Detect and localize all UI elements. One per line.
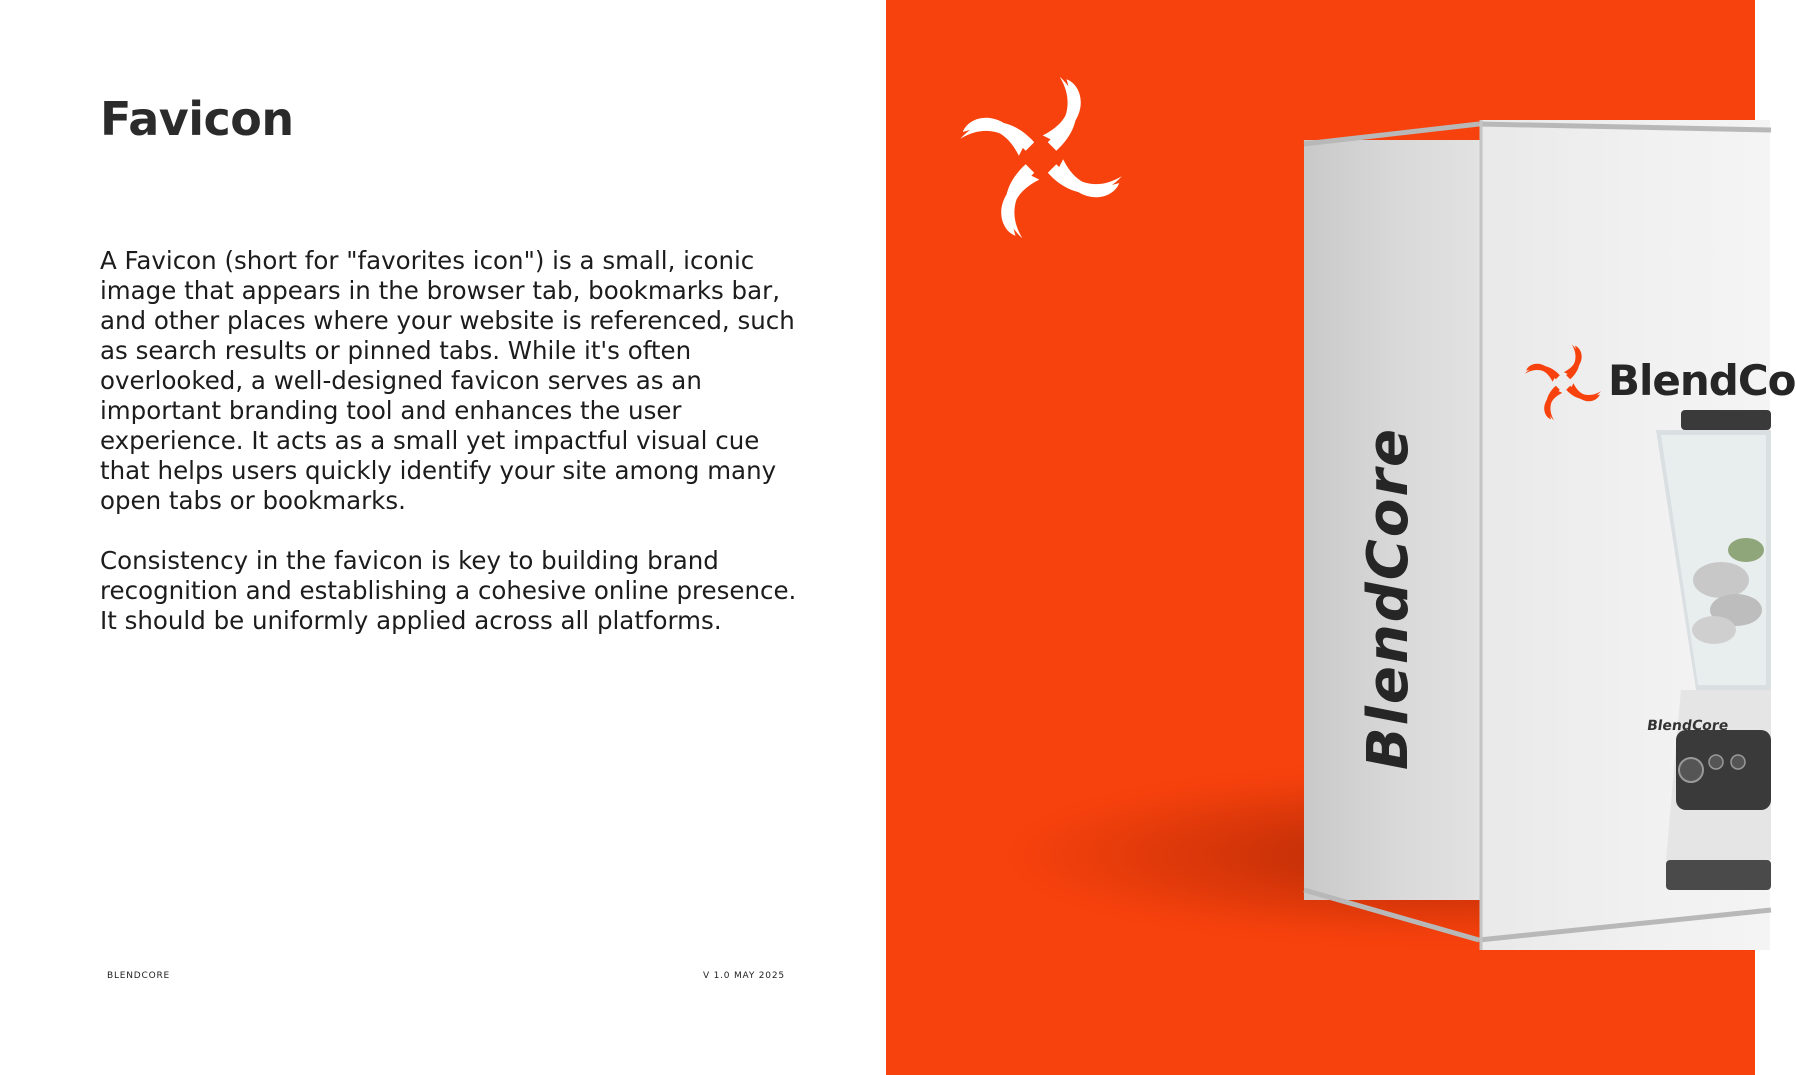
paragraph-2: Consistency in the favicon is key to building brand recognition and establishing a cohesive online presence. It should be uniformly applied across all platforms. bbox=[100, 546, 797, 635]
page-title: Favicon bbox=[100, 92, 294, 146]
text-panel bbox=[0, 0, 886, 1075]
blender-image bbox=[1586, 400, 1766, 900]
frame-tube-top bbox=[1301, 118, 1771, 148]
side-brand-text: BlendCore bbox=[1356, 427, 1421, 770]
booth-mockup bbox=[886, 0, 1796, 1075]
footer-brand: BLENDCORE bbox=[107, 971, 171, 981]
blender-brand-label: BlendCore bbox=[1645, 718, 1730, 734]
frame-tube-corner bbox=[1476, 120, 1486, 950]
image-panel bbox=[886, 0, 1796, 1075]
description bbox=[100, 246, 800, 666]
paragraph-1: A Favicon (short for "favorites icon") is a small, iconic image that appears in the browser tab, bookmarks bar, and other places where your website is referenced, such as search results or pinned tabs. While it's often overlooked, a well-designed favicon serves as an important branding tool and enhances the user experience. It acts as a small yet impactful visual cue that helps users quickly identify your site among many open tabs or bookmarks. bbox=[100, 246, 795, 515]
footer-version: V 1.0 MAY 2025 bbox=[703, 971, 785, 981]
front-brand-text: BlendCo bbox=[1608, 356, 1796, 405]
